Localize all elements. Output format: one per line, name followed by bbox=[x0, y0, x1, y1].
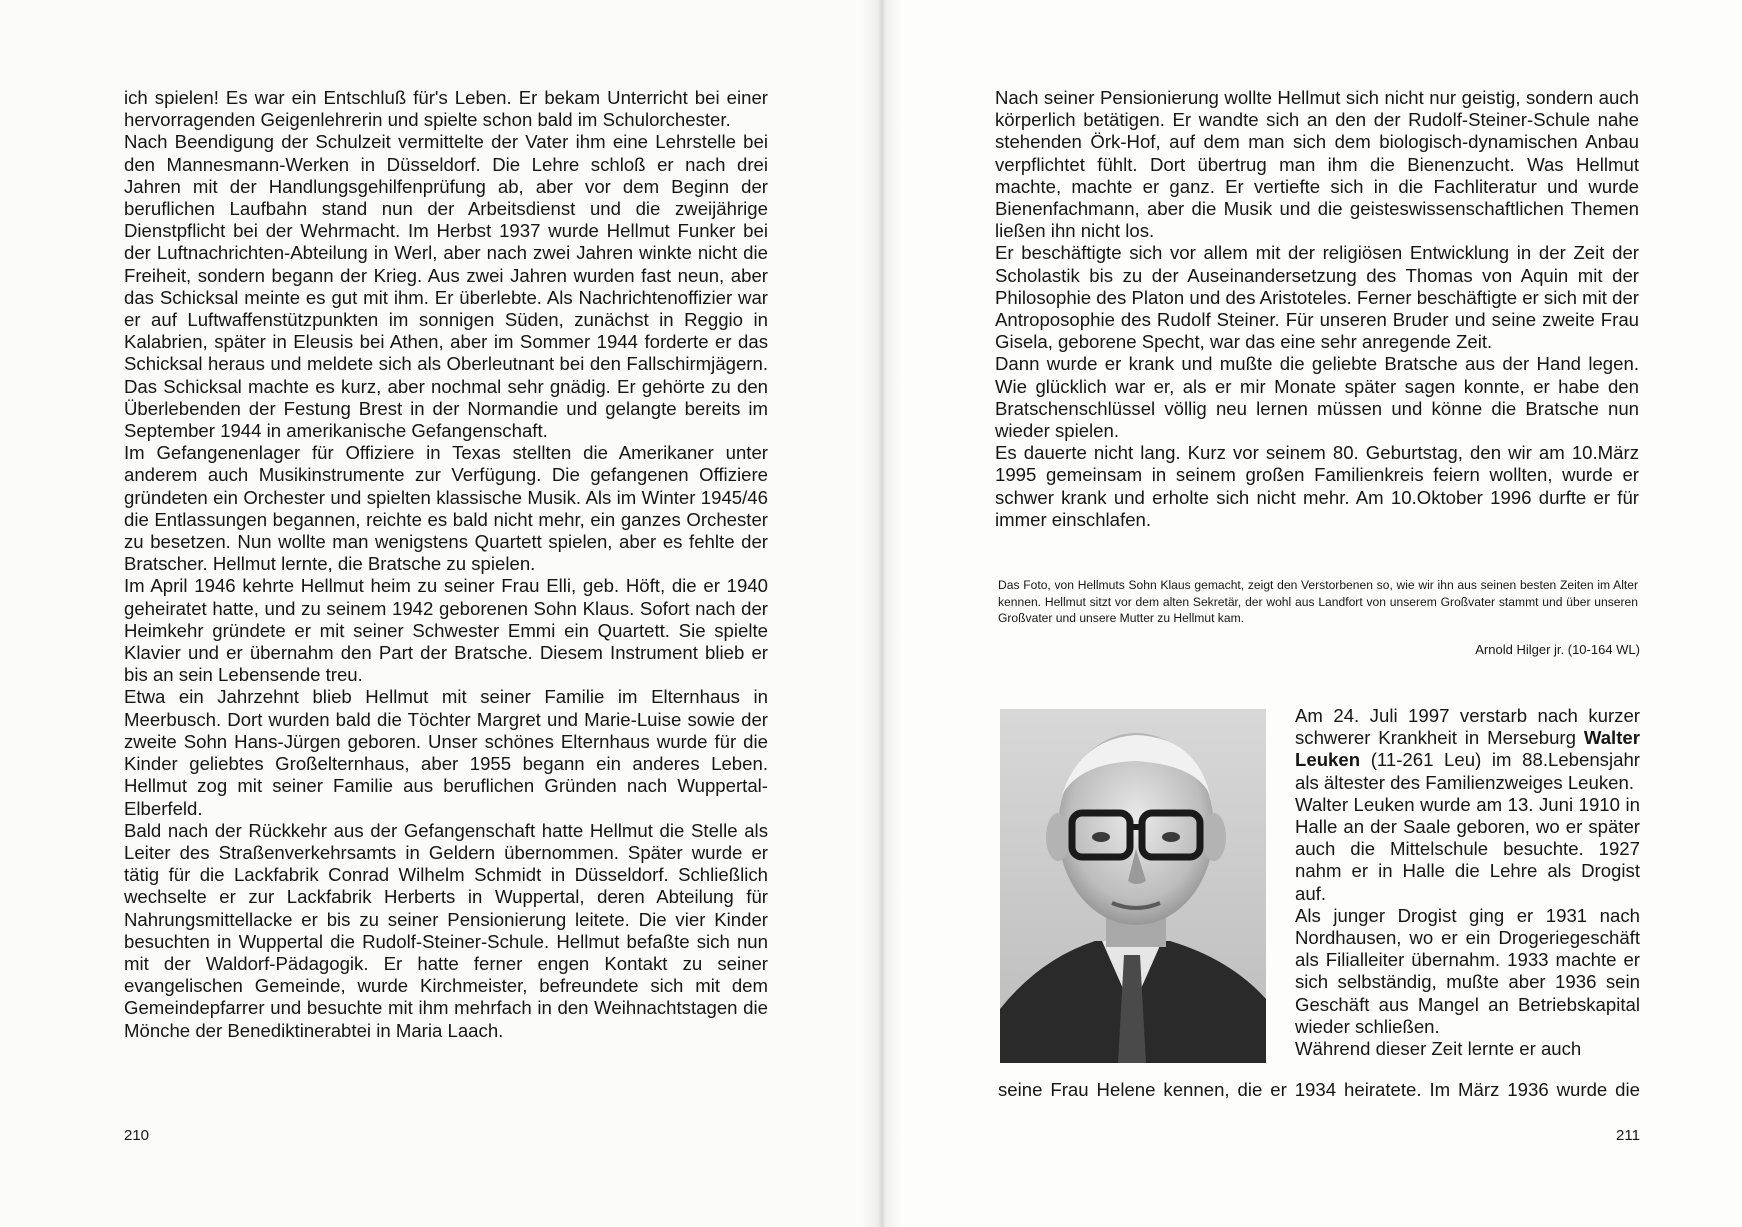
paragraph: Etwa ein Jahrzehnt blieb Hellmut mit seiner Familie im Elternhaus in Meerbusch. Dort wurden bald die Töchter Margret und Marie-Luise sowie der zweite Sohn Hans-Jürgen geboren. Unser schönes Elternhaus wurde für die Kinder geliebtes Großelternhaus, aber 1955 begann ein anderes Leben. Hellmut zog mit seiner Familie aus beruflichen Gründen nach Wuppertal-Elberfeld. bbox=[124, 686, 768, 819]
portrait-illustration bbox=[1000, 709, 1266, 1063]
obituary-continuation: seine Frau Helene kennen, die er 1934 heiratete. Im März 1936 wurde die bbox=[998, 1079, 1640, 1100]
paragraph: Bald nach der Rückkehr aus der Gefangenschaft hatte Hellmut die Stelle als Leiter des Straßenverkehrsamts in Geldern übernommen. Später wurde er tätig für die Lackfabrik Conrad Wilhelm Schmidt in Düsseldorf. Schließlich wechselte er zur Lackfabrik Herberts in Wuppertal, deren Abteilung für Nahrungsmittellacke er bis zu seiner Pensionierung leitete. Die vier Kinder besuchten in Wuppertal die Rudolf-Steiner-Schule. Hellmut befaßte sich nun mit der Waldorf-Pädagogik. Er hatte ferner engen Kontakt zu seiner evangelischen Gemeinde, wurde Kirchmeister, befreundete sich mit dem Gemeindepfarrer und besuchte mit ihm mehrfach in den Weihnachtstagen die Mönche der Benediktinerabtei in Maria Laach. bbox=[124, 819, 768, 1041]
paragraph: Im April 1946 kehrte Hellmut heim zu seiner Frau Elli, geb. Höft, die er 1940 geheiratet hatte, und zu seinem 1942 geborenen Sohn Klaus. Sofort nach der Heimkehr gründete er mit seiner Schwester Emmi ein Quartett. Sie spielte Klavier und er übernahm den Part der Bratsche. Diesem Instrument blieb er bis an sein Lebensende treu. bbox=[124, 575, 768, 686]
page-number-left: 210 bbox=[124, 1127, 150, 1144]
paragraph: Als junger Drogist ging er 1931 nach Nordhausen, wo er ein Drogeriegeschäft als Filialleiter übernahm. 1933 machte er sich selbständig, mußte aber 1936 sein Geschäft aus Mangel an Betriebskapital wieder schließen. bbox=[1295, 904, 1640, 1037]
intro-text: (11-261 Leu) im 88.Lebensjahr als ältester des Familienzweiges Leuken. bbox=[1295, 749, 1640, 793]
paragraph: Er beschäftigte sich vor allem mit der religiösen Entwicklung in der Zeit der Scholastik bis zu der Auseinandersetzung des Thomas von Aquin mit der Philosophie des Platon und des Aristoteles. Ferner beschäftigte er sich mit der Antroposophie des Rudolf Steiner. Für unseren Bruder und seine zweite Frau Gisela, geborene Specht, war das eine sehr anregende Zeit. bbox=[995, 242, 1639, 353]
obituary-intro bbox=[1295, 705, 1640, 794]
left-page-text bbox=[124, 87, 768, 1042]
deceased-name: Walter Leuken bbox=[1295, 727, 1640, 771]
photo-caption bbox=[998, 577, 1638, 627]
paragraph: Walter Leuken wurde am 13. Juni 1910 in Halle an der Saale geboren, wo er später auch die Mittelschule besuchte. 1927 nahm er in Halle die Lehre als Drogist auf. bbox=[1295, 793, 1640, 904]
paragraph: Während dieser Zeit lernte er auch bbox=[1295, 1038, 1582, 1060]
page-number-right: 211 bbox=[1616, 1127, 1640, 1144]
portrait-photo bbox=[1000, 709, 1266, 1063]
obituary-text bbox=[1295, 705, 1640, 1060]
book-gutter bbox=[862, 0, 902, 1227]
right-page-text bbox=[995, 87, 1639, 531]
paragraph: Nach seiner Pensionierung wollte Hellmut sich nicht nur geistig, sondern auch körperlich betätigen. Er wandte sich an den der Rudolf-Steiner-Schule nahe stehenden Örk-Hof, auf dem man sich dem biologisch-dynamischen Anbau verpflichtet fühlt. Dort übertrug man ihm die Bienenzucht. Was Hellmut machte, machte er ganz. Er vertiefte sich in die Fachliteratur und wurde Bienenfachmann, aber die Musik und die geisteswissenschaftlichen Themen ließen ihn nicht los. bbox=[995, 87, 1639, 242]
intro-text: Am 24. Juli 1997 verstarb nach kurzer schwerer Krankheit in Merseburg bbox=[1295, 705, 1640, 749]
paragraph: Dann wurde er krank und mußte die geliebte Bratsche aus der Hand legen. Wie glücklich war er, als er mir Monate später sagen konnte, er habe den Bratschenschlüssel völlig neu lernen müssen und könne die Bratsche nun wieder spielen. bbox=[995, 353, 1639, 442]
paragraph: ich spielen! Es war ein Entschluß für's Leben. Er bekam Unterricht bei einer hervorragenden Geigenlehrerin und spielte schon bald im Schulorchester. bbox=[124, 87, 768, 131]
paragraph: Nach Beendigung der Schulzeit vermittelte der Vater ihm eine Lehrstelle bei den Mannesmann-Werken in Düsseldorf. Die Lehre schloß er nach drei Jahren mit der Handlungsgehilfenprüfung ab, aber vor dem Beginn der beruflichen Laufbahn stand nun der Arbeitsdienst und die zweijährige Dienstpflicht bei der Wehrmacht. Im Herbst 1937 wurde Hellmut Funker bei der Luftnachrichten-Abteilung in Werl, aber nach zwei Jahren winkte nicht die Freiheit, sondern begann der Krieg. Aus zwei Jahren wurden fast neun, aber das Schicksal meinte es gut mit ihm. Er überlebte. Als Nachrichtenoffizier war er auf Luftwaffenstützpunkten im sonnigen Süden, zunächst in Reggio in Kalabrien, später in Eleusis bei Athen, aber im Sommer 1944 forderte er das Schicksal heraus und meldete sich als Oberleutnant bei den Fallschirmjägern. Das Schicksal machte es kurz, aber nochmal sehr gnädig. Er gehörte zu den Überlebenden der Festung Brest in der Normandie und gelangte bereits im September 1944 in amerikanische Gefangenschaft. bbox=[124, 131, 768, 442]
paragraph: Im Gefangenenlager für Offiziere in Texas stellten die Amerikaner unter anderem auch Musikinstrumente zur Verfügung. Die gefangenen Offiziere gründeten ein Orchester und spielten klassische Musik. Als im Winter 1945/46 die Entlassungen begannen, reichte es bald nicht mehr, ein ganzes Orchester zu besetzen. Nun wollte man wenigstens Quartett spielen, aber es fehlte der Bratscher. Hellmut lernte, die Bratsche zu spielen. bbox=[124, 442, 768, 575]
paragraph: Es dauerte nicht lang. Kurz vor seinem 80. Geburtstag, den wir am 10.März 1995 gemeinsam in seinem großen Familienkreis feiern wollten, wurde er schwer krank und erholte sich nicht mehr. Am 10.Oktober 1996 durfte er für immer einschlafen. bbox=[995, 442, 1639, 530]
author-signature: Arnold Hilger jr. (10-164 WL) bbox=[1475, 642, 1640, 657]
caption-text: Das Foto, von Hellmuts Sohn Klaus gemacht, zeigt den Verstorbenen so, wie wir ihn aus seinen besten Zeiten im Alter kennen. Hellmut sitzt vor dem alten Sekretär, der wohl aus Landfort von unserem Großvater stammt und über unseren Großvater und unsere Mutter zu Hellmut kam. bbox=[998, 578, 1638, 625]
